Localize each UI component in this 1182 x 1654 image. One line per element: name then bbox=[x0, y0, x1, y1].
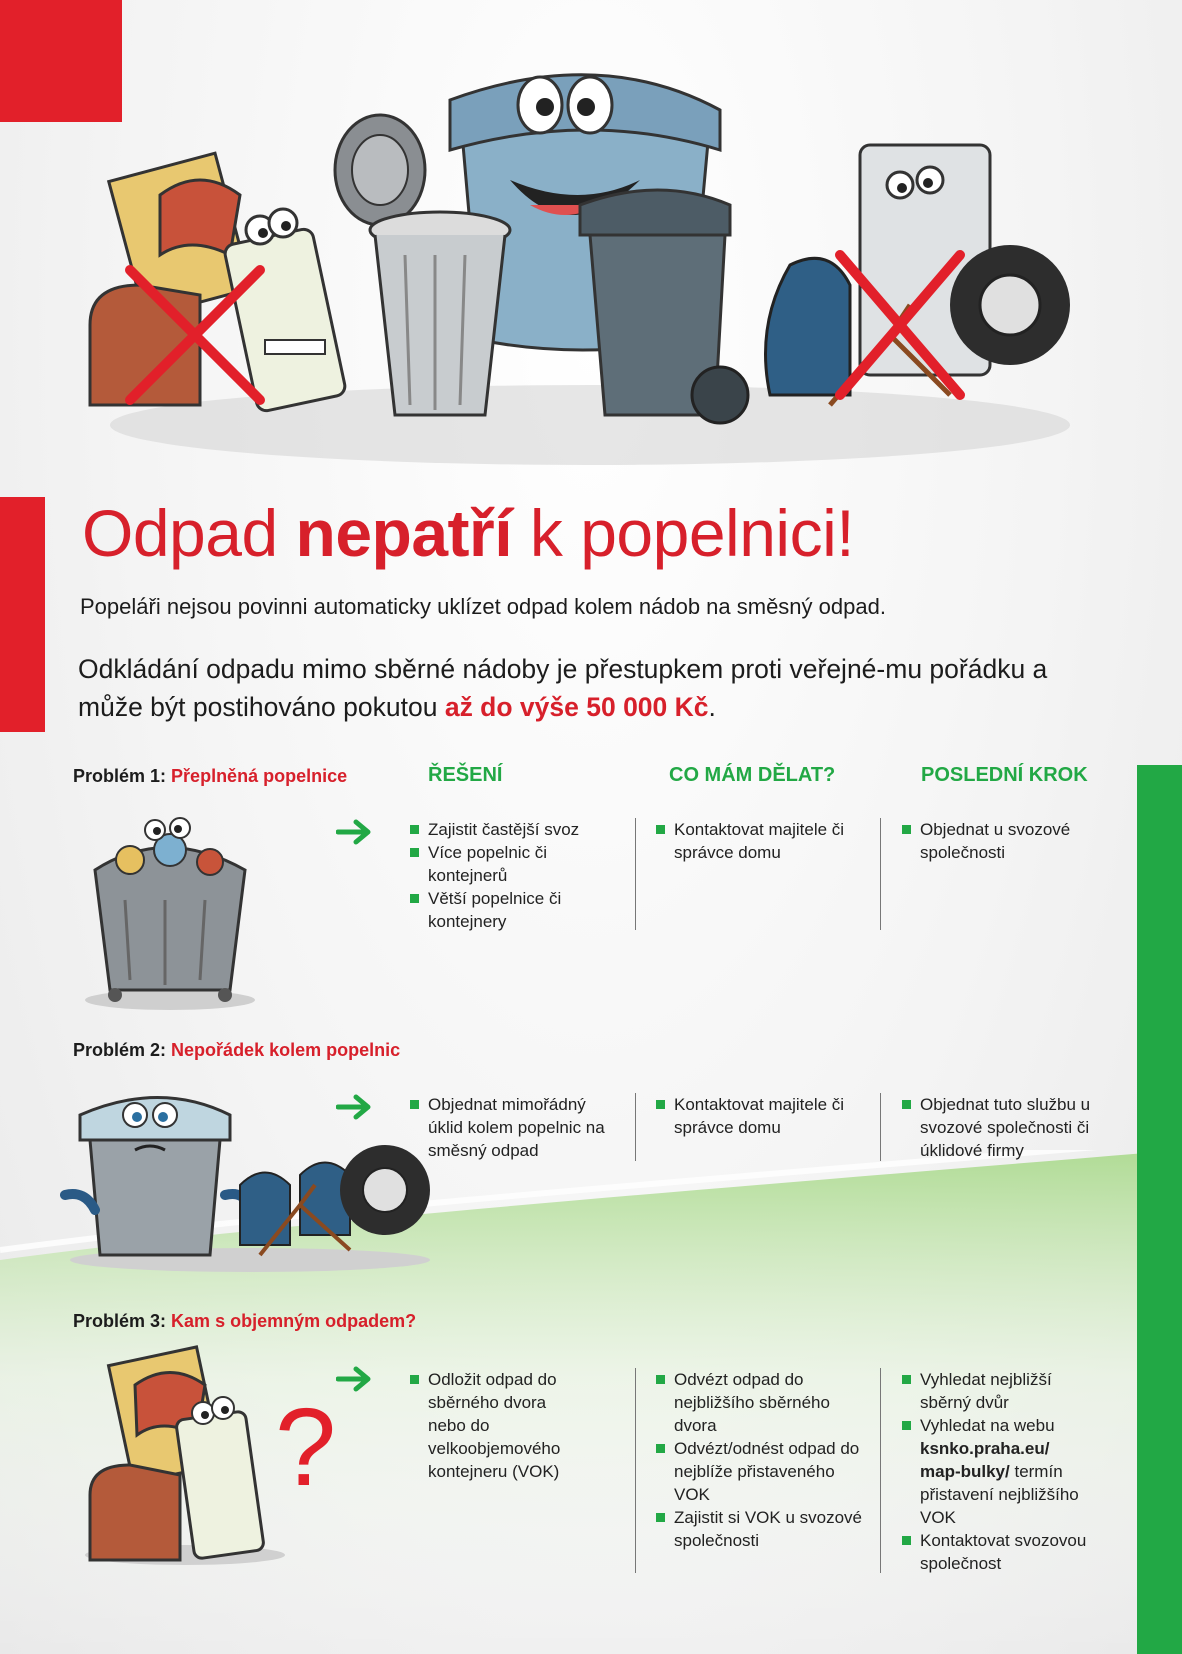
list-item: Zajistit si VOK u svozové společnosti bbox=[656, 1506, 866, 1552]
list-item: Vyhledat nejbližší sběrný dvůr bbox=[902, 1368, 1092, 1414]
problem-1-solution bbox=[410, 818, 615, 933]
problem-1-what-to-do bbox=[656, 818, 866, 864]
list-item: Větší popelnice či kontejnery bbox=[410, 887, 615, 933]
problem-2-solution bbox=[410, 1093, 610, 1162]
header-last-step: POSLEDNÍ KROK bbox=[921, 764, 1088, 786]
divider bbox=[880, 818, 881, 930]
fine-warning: Odkládání odpadu mimo sběrné nádoby je přestupkem proti veřejné-mu pořádku a může být postihováno pokutou až do výše 50 000 Kč. bbox=[78, 654, 1048, 722]
messy-bins-illustration bbox=[60, 1075, 440, 1280]
list-item: Kontaktovat majitele či správce domu bbox=[656, 818, 866, 864]
side-red-bar bbox=[0, 497, 45, 732]
bulky-waste-illustration bbox=[75, 1345, 365, 1570]
page-title: Odpad nepatří k popelnici! bbox=[82, 496, 855, 570]
list-item: Odvézt odpad do nejbližšího sběrného dvora bbox=[656, 1368, 866, 1437]
problem-3-last-step bbox=[902, 1368, 1092, 1575]
problem-2-last-step bbox=[902, 1093, 1102, 1162]
list-item: Kontaktovat svozovou společnost bbox=[902, 1529, 1092, 1575]
problem-3-what-to-do bbox=[656, 1368, 866, 1552]
arrow-right-icon bbox=[336, 818, 376, 846]
list-item: Vyhledat na webu ksnko.praha.eu/ map-bulky/ termín přistavení nejbližšího VOK bbox=[902, 1414, 1092, 1529]
list-item: Odvézt/odnést odpad do nejblíže přistaveného VOK bbox=[656, 1437, 866, 1506]
divider bbox=[880, 1093, 881, 1161]
question-mark: ? bbox=[275, 1386, 337, 1509]
divider bbox=[880, 1368, 881, 1573]
subtitle: Popeláři nejsou povinni automaticky uklízet odpad kolem nádob na směsný odpad. bbox=[80, 594, 886, 619]
problem-1-last-step bbox=[902, 818, 1092, 864]
web-link[interactable]: ksnko.praha.eu/ map-bulky/ bbox=[920, 1439, 1050, 1481]
list-item: Objednat u svozové společnosti bbox=[902, 818, 1092, 864]
overfull-bin-illustration bbox=[70, 800, 260, 1015]
divider bbox=[635, 1368, 636, 1573]
list-item: Více popelnic či kontejnerů bbox=[410, 841, 615, 887]
metal-trash-can bbox=[370, 212, 510, 415]
list-item: Kontaktovat majitele či správce domu bbox=[656, 1093, 866, 1139]
list-item: Objednat mimořádný úklid kolem popelnic na směsný odpad bbox=[410, 1093, 610, 1162]
hero-illustration bbox=[70, 55, 1140, 475]
list-item: Zajistit častější svoz bbox=[410, 818, 615, 841]
problem-2-what-to-do bbox=[656, 1093, 866, 1139]
divider bbox=[635, 818, 636, 930]
side-green-bar bbox=[1137, 765, 1182, 1654]
problem-3-label: Problém 3: Kam s objemným odpadem? bbox=[73, 1311, 417, 1331]
list-item: Objednat tuto službu u svozové společnosti či úklidové firmy bbox=[902, 1093, 1102, 1162]
bulky-waste-pile-right bbox=[766, 145, 1071, 405]
wheelie-bin bbox=[580, 190, 748, 423]
header-solution: ŘEŠENÍ bbox=[428, 764, 503, 786]
divider bbox=[635, 1093, 636, 1161]
list-item: Odložit odpad do sběrného dvora nebo do velkoobjemového kontejneru (VOK) bbox=[410, 1368, 585, 1483]
problem-3-solution bbox=[410, 1368, 585, 1483]
fine-amount: až do výše 50 000 Kč bbox=[444, 692, 709, 722]
header-what-to-do: CO MÁM DĚLAT? bbox=[669, 764, 836, 786]
problem-2-label: Problém 2: Nepořádek kolem popelnic bbox=[73, 1040, 401, 1060]
problem-1-label: Problém 1: Přeplněná popelnice bbox=[73, 766, 348, 786]
bulky-waste-pile-left bbox=[90, 153, 347, 412]
